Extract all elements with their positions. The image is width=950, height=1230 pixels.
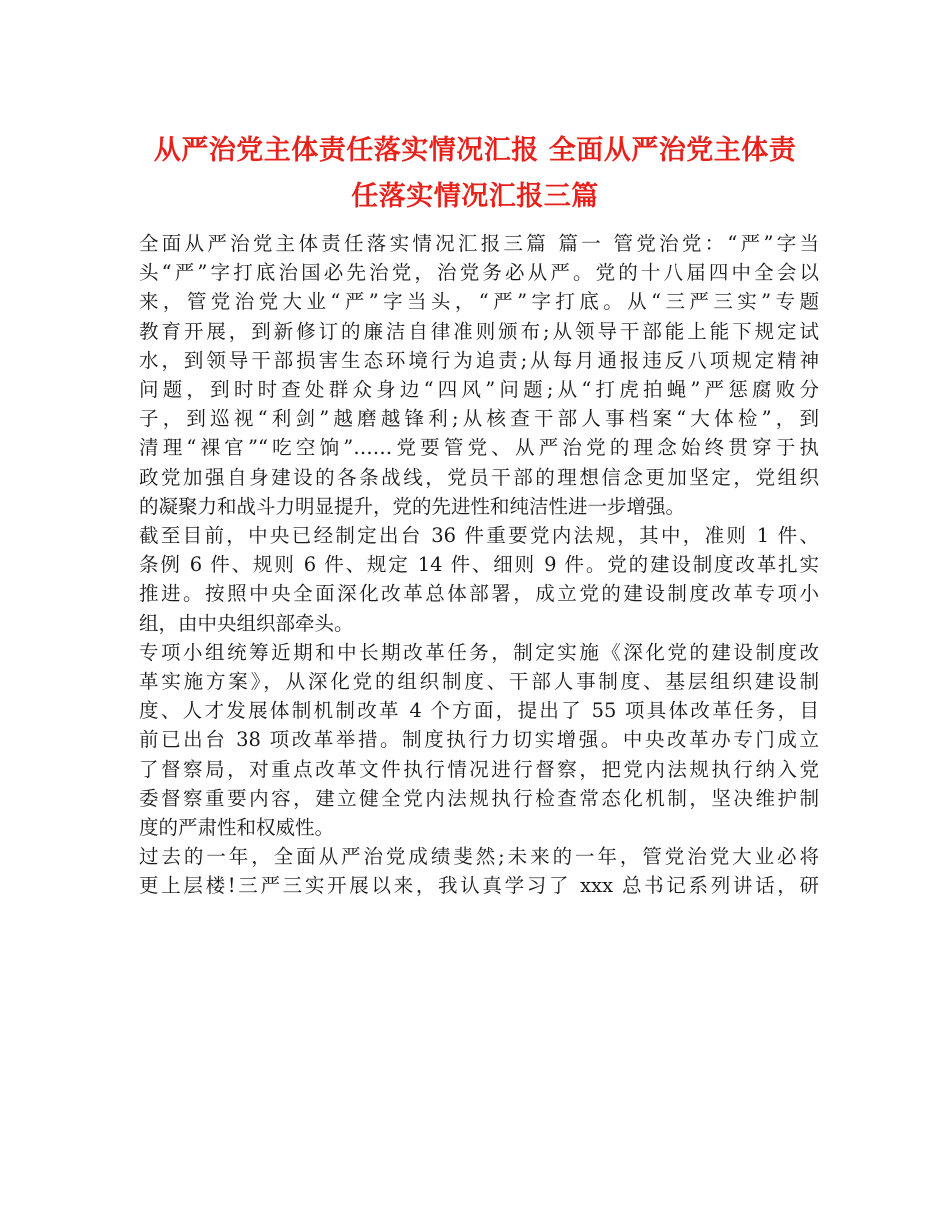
text-line: 专项小组统筹近期和中长期改革任务，制定实施《深化党的建设制度改 <box>139 640 819 664</box>
text-line: 子，到巡视“利剑”越磨越锋利;从核查干部人事档案“大体检”，到 <box>139 407 819 431</box>
document-body <box>139 229 819 901</box>
paragraph-2 <box>139 521 819 638</box>
text-line: 革实施方案》，从深化党的组织制度、干部人事制度、基层组织建设制 <box>139 670 819 694</box>
text-line: 更上层楼!三严三实开展以来，我认真学习了 xxx 总书记系列讲话，研 <box>139 874 819 898</box>
text-line: 头“严”字打底治国必先治党，治党务必从严。党的十八届四中全会以 <box>139 261 819 285</box>
text-line: 清理“裸官”“吃空饷”……党要管党、从严治党的理念始终贯穿于执 <box>139 436 819 460</box>
text-line: 过去的一年，全面从严治党成绩斐然;未来的一年，管党治党大业必将 <box>139 845 819 869</box>
title-line: 从严治党主体责任落实情况汇报 全面从严治党主体责 <box>153 135 797 166</box>
text-line: 委督察重要内容，建立健全党内法规执行检查常态化机制，坚决维护制 <box>139 786 819 810</box>
text-line: 全面从严治党主体责任落实情况汇报三篇 篇一 管党治党：“严”字当 <box>139 232 819 255</box>
text-line: 教育开展，到新修订的廉洁自律准则颁布;从领导干部能上能下规定试 <box>139 319 819 343</box>
text-line: 前已出台 38 项改革举措。制度执行力切实增强。中央改革办专门成立 <box>139 728 819 752</box>
paragraph-1 <box>139 229 819 521</box>
text-line: 来，管党治党大业“严”字当头，“严”字打底。从“三严三实”专题 <box>139 290 819 314</box>
text-line: 了督察局，对重点改革文件执行情况进行督察，把党内法规执行纳入党 <box>139 757 819 781</box>
text-line: 组，由中央组织部牵头。 <box>139 611 354 635</box>
paragraph-3 <box>139 638 819 842</box>
text-line: 政党加强自身建设的各条战线，党员干部的理想信念更加坚定，党组织 <box>139 465 819 489</box>
text-line: 问题，到时时查处群众身边“四风”问题;从“打虎拍蝇”严惩腐败分 <box>139 378 819 402</box>
title-line: 任落实情况汇报三篇 <box>351 181 599 212</box>
text-line: 水，到领导干部损害生态环境行为追责;从每月通报违反八项规定精神 <box>139 348 819 372</box>
text-line: 度的严肃性和权威性。 <box>139 816 335 840</box>
text-line: 截至目前，中央已经制定出台 36 件重要党内法规，其中，准则 1 件、 <box>139 524 819 548</box>
text-line: 推进。按照中央全面深化改革总体部署，成立党的建设制度改革专项小 <box>139 582 819 606</box>
text-line: 的凝聚力和战斗力明显提升，党的先进性和纯洁性进一步增强。 <box>139 494 686 518</box>
text-line: 度、人才发展体制机制改革 4 个方面，提出了 55 项具体改革任务，目 <box>139 699 819 723</box>
paragraph-4 <box>139 842 819 900</box>
text-line: 条例 6 件、规则 6 件、规定 14 件、细则 9 件。党的建设制度改革扎实 <box>139 553 819 577</box>
document-title <box>130 128 820 220</box>
